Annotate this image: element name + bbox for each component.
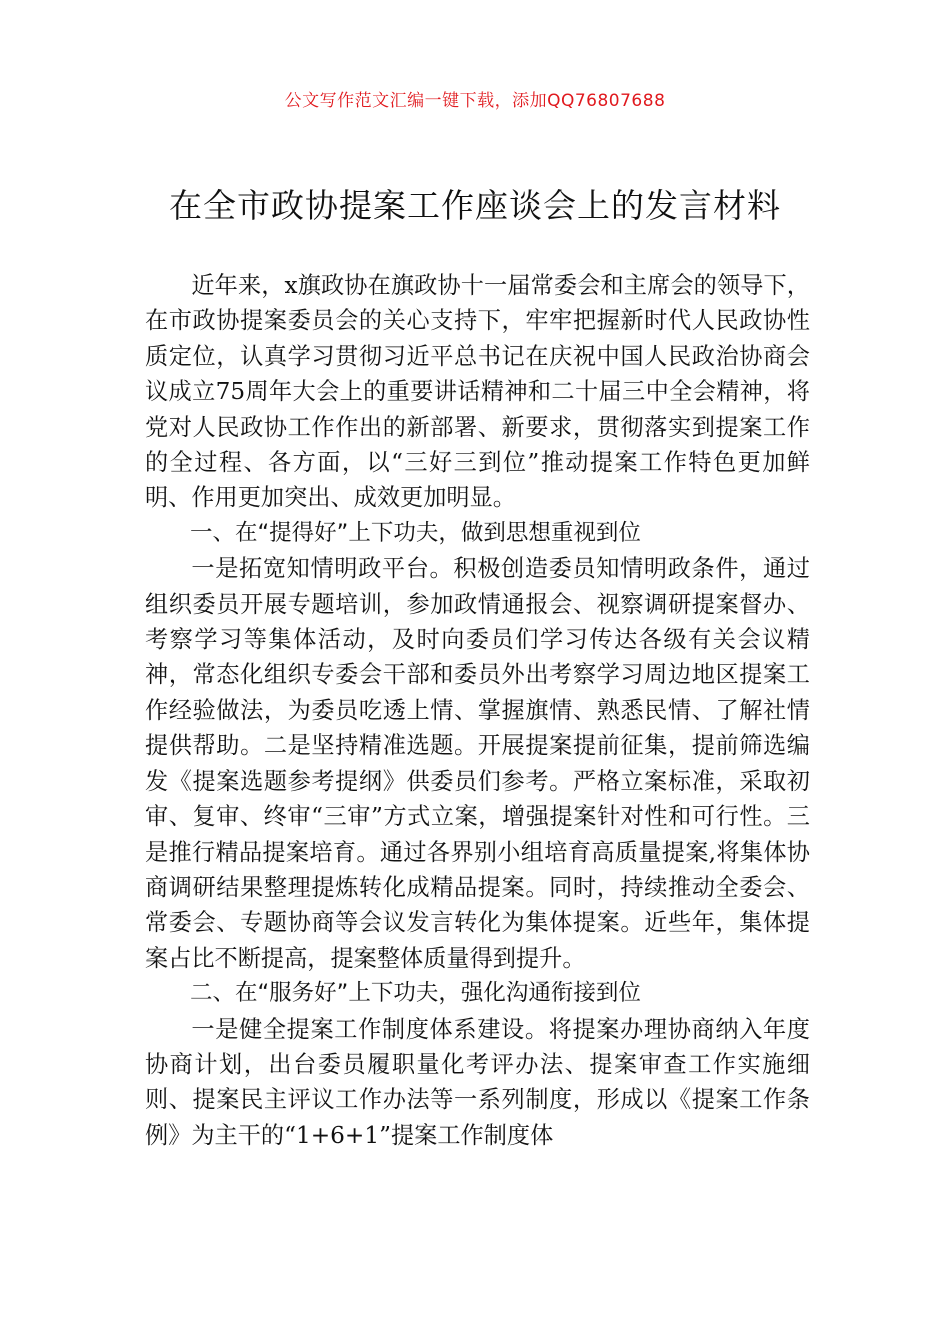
paragraph-intro: 近年来，x旗政协在旗政协十一届常委会和主席会的领导下，在市政协提案委员会的关心支持下，牢牢把握新时代人民政协性质定位，认真学习贯彻习近平总书记在庆祝中国人民政治协商会议成立75周年大会上的重要讲话精神和二十届三中全会精神，将党对人民政协工作作出的新部署、新要求，贯彻落实到提案工作的全过程、各方面，以“三好三到位”推动提案工作特色更加鲜明、作用更加突出、成效更加明显。 bbox=[145, 272, 810, 512]
document-title: 在全市政协提案工作座谈会上的发言材料 bbox=[169, 186, 781, 225]
download-banner: 公文写作范文汇编一键下载，添加QQ76807688 bbox=[284, 91, 666, 111]
section-heading-1: 一、在“提得好”上下功夫，做到思想重视到位 bbox=[190, 519, 641, 546]
document-body bbox=[145, 268, 810, 1153]
paragraph-section-2: 一是健全提案工作制度体系建设。将提案办理协商纳入年度协商计划，出台委员履职量化考评办法、提案审查工作实施细则、提案民主评议工作办法等一系列制度，形成以《提案工作条例》为主干的“1+6+1”提案工作制度体 bbox=[145, 1015, 810, 1149]
paragraph-section-1: 一是拓宽知情明政平台。积极创造委员知情明政条件，通过组织委员开展专题培训，参加政情通报会、视察调研提案督办、考察学习等集体活动，及时向委员们学习传达各级有关会议精神，常态化组织专委会干部和委员外出考察学习周边地区提案工作经验做法，为委员吃透上情、掌握旗情、熟悉民情、了解社情提供帮助。二是坚持精准选题。开展提案提前征集，提前筛选编发《提案选题参考提纲》供委员们参考。严格立案标准，采取初审、复审、终审“三审”方式立案，增强提案针对性和可行性。三是推行精品提案培育。通过各界别小组培育高质量提案,将集体协商调研结果整理提炼转化成精品提案。同时，持续推动全委会、常委会、专题协商等会议发言转化为集体提案。近些年，集体提案占比不断提高，提案整体质量得到提升。 bbox=[145, 555, 810, 972]
section-heading-2: 二、在“服务好”上下功夫，强化沟通衔接到位 bbox=[190, 980, 641, 1007]
